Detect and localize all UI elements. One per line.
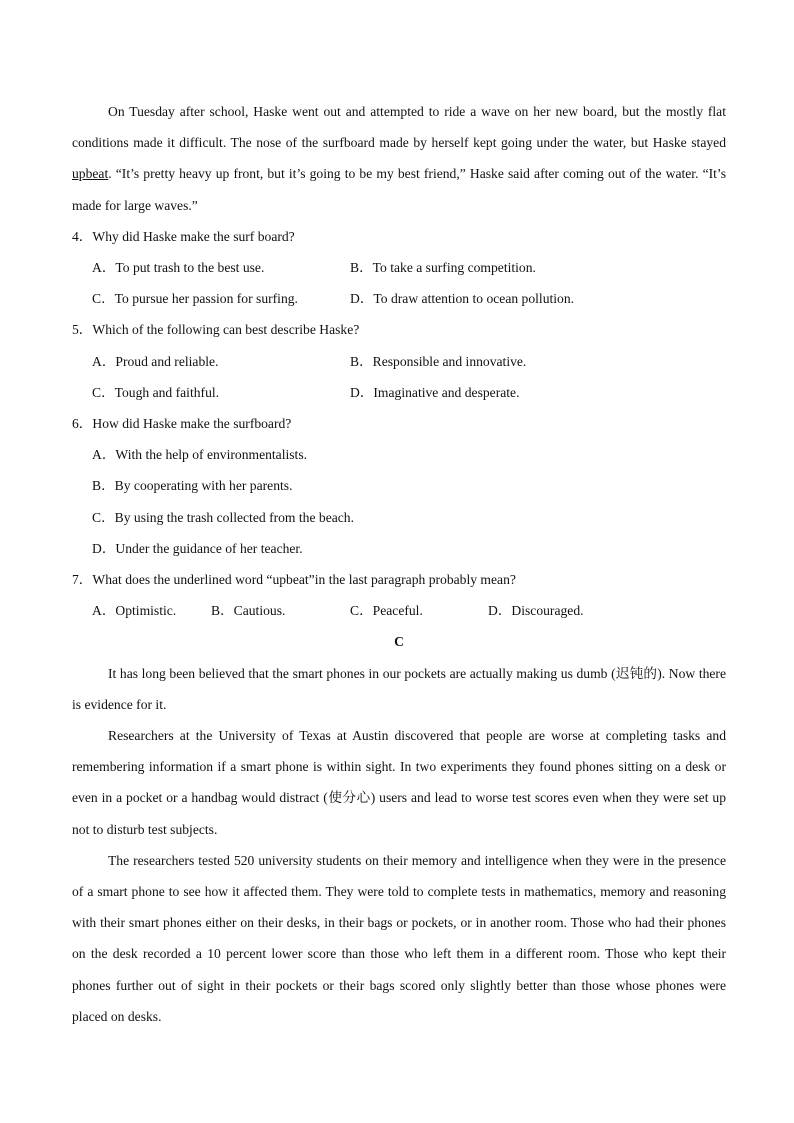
question-4-options-row-1 <box>72 252 726 283</box>
paragraph-text: . “It’s pretty heavy up front, but it’s going to be my best friend,” Haske said after coming out of the water. “It’s made for large waves.” <box>72 166 726 213</box>
option-a: A．Optimistic. <box>92 603 177 619</box>
underlined-word-upbeat: upbeat <box>72 166 109 182</box>
question-6-stem: 6．How did Haske make the surfboard? <box>72 415 292 431</box>
passage-b-paragraph <box>72 96 726 221</box>
option-a: A．Proud and reliable. <box>92 353 219 369</box>
option-b: B．Cautious. <box>211 603 286 619</box>
question-5-options-row-1 <box>72 346 726 377</box>
question-7-stem: 7．What does the underlined word “upbeat”in the last paragraph probably mean? <box>72 571 516 587</box>
question-4-stem: 4．Why did Haske make the surf board? <box>72 228 295 244</box>
option-d: D．Imaginative and desperate. <box>350 384 520 400</box>
option-b: B．To take a surfing competition. <box>350 260 536 276</box>
passage-c-paragraph-2: Researchers at the University of Texas at Austin discovered that people are worse at completing tasks and remembering information if a smart phone is within sight. In two experiments they found phones sitting on a desk or even in a pocket or a handbag would distract (使分心) users and lead to worse test scores even when they were set up not to disturb test subjects. <box>72 727 726 837</box>
paragraph-text: On Tuesday after school, Haske went out and attempted to ride a wave on her new board, but the mostly flat conditions made it difficult. The nose of the surfboard made by herself kept going under the water, but Haske stayed <box>72 104 726 151</box>
option-b: B．Responsible and innovative. <box>350 353 527 369</box>
option-c: C．By using the trash collected from the beach. <box>92 509 354 525</box>
option-c: C．Tough and faithful. <box>92 384 220 400</box>
passage-c-paragraph-3: The researchers tested 520 university students on their memory and intelligence when they were in the presence of a smart phone to see how it affected them. They were told to complete tests in mathematics, memory and reasoning with their smart phones either on their desks, in their bags or pockets, or in another room. Those who had their phones on the desk recorded a 10 percent lower score than those who left them in a different room. Those who kept their phones further out of sight in their pockets or their bags scored only slightly better than those whose phones were placed on desks. <box>72 852 726 1024</box>
option-d: D．Discouraged. <box>488 603 584 619</box>
option-c: C．To pursue her passion for surfing. <box>92 291 298 307</box>
question-4-options-row-2 <box>72 283 726 314</box>
option-d: D．To draw attention to ocean pollution. <box>350 291 575 307</box>
option-d: D．Under the guidance of her teacher. <box>92 540 303 556</box>
option-c: C．Peaceful. <box>350 603 423 619</box>
question-5-options-row-2 <box>72 377 726 408</box>
option-a: A．To put trash to the best use. <box>92 260 265 276</box>
passage-c-paragraph-1: It has long been believed that the smart phones in our pockets are actually making us dumb (迟钝的). Now there is evidence for it. <box>72 665 726 712</box>
option-b: B．By cooperating with her parents. <box>92 478 293 494</box>
section-label-c: C <box>394 634 404 650</box>
question-7-options-row <box>72 595 726 626</box>
option-a: A．With the help of environmentalists. <box>92 447 308 463</box>
question-5-stem: 5．Which of the following can best describe Haske? <box>72 322 360 338</box>
document-page <box>72 96 726 1032</box>
